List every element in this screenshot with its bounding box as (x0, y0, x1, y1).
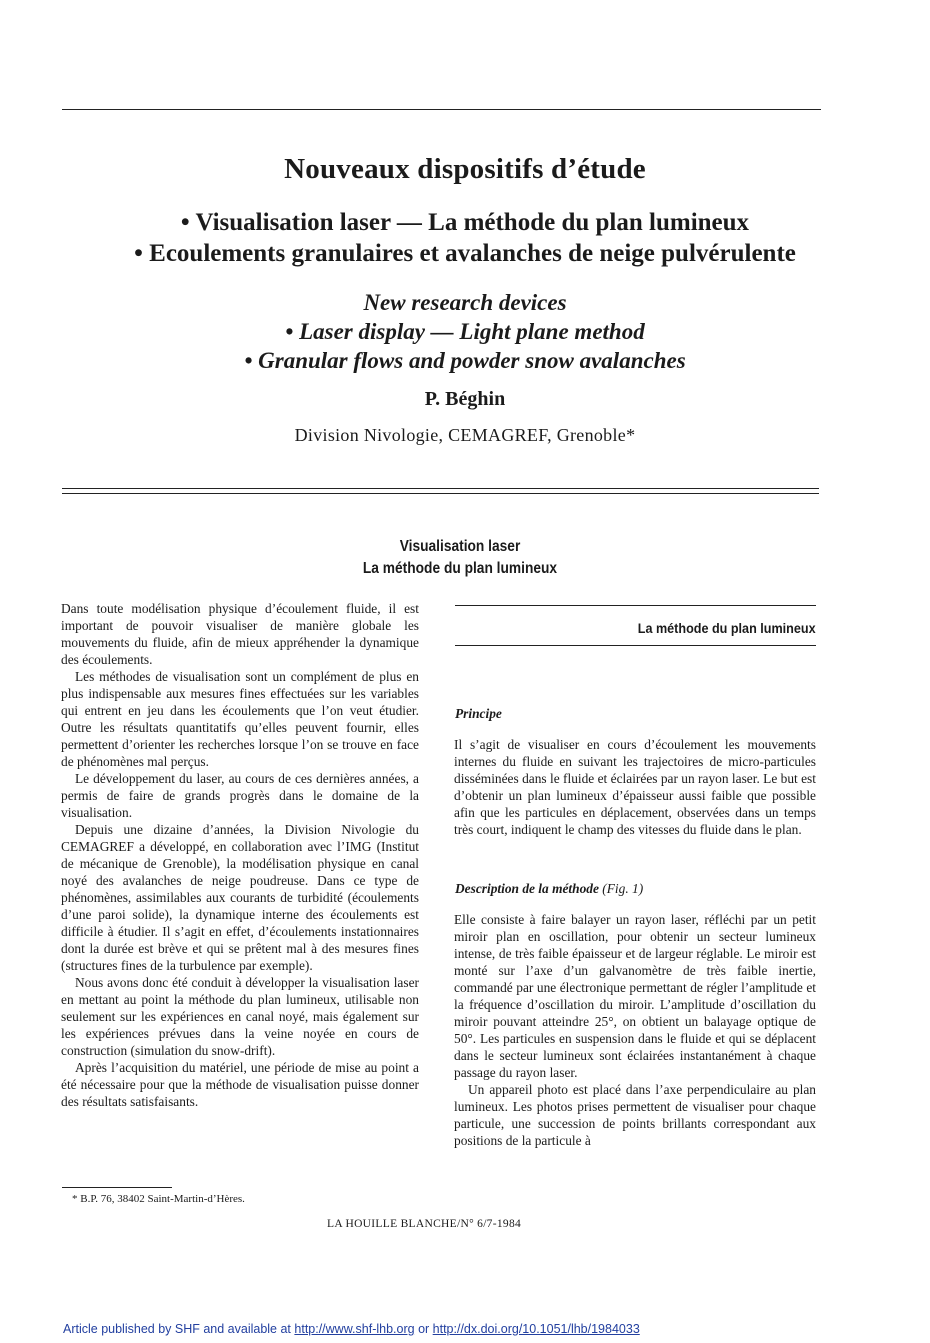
principe-label: Principe (455, 706, 502, 721)
left-paragraph: Dans toute modélisation physique d’écoulement fluide, il est important de pouvoir visualiser de manière globale les mouvements du fluide, afin de mieux appréhender la dynamique des écoulements. (61, 601, 419, 667)
description-paragraph: Un appareil photo est placé dans l’axe perpendiculaire au plan lumineux. Les photos prises permettent de visualiser pour chaque particule, une succession de points brillants correspondant aux positions de la particule à (454, 1082, 816, 1148)
doi-link[interactable]: http://dx.doi.org/10.1051/lhb/1984033 (432, 1322, 640, 1336)
left-paragraph: Le développement du laser, au cours de ces dernières années, a permis de faire de grands progrès dans le domaine de la visualisation. (61, 771, 419, 820)
english-subline-flows: • Granular flows and powder snow avalanches (244, 348, 686, 373)
section-heading-2: La méthode du plan lumineux (362, 560, 558, 577)
description-label-text: Description de la méthode (455, 881, 599, 896)
header-bottom-rule (62, 488, 819, 489)
description-paragraph: Elle consiste à faire balayer un rayon laser, réfléchi par un petit miroir plan en oscillation, pour obtenir un secteur lumineux intense, de très faible épaisseur et de largeur réglable. Le miroir est monté sur l’axe d’un galvanomètre de très faible inertie, commandé par une électronique permettant de régler l’amplitude et la fréquence d’oscillation du miroir. L’amplitude d’oscillation du miroir pouvant atteindre 25°, on obtient un balayage optique de 50°. Les particules en suspension dans le fluide et qui se déplacent dans le secteur lumineux sont éclairées instantanément à chaque passage du rayon laser. (454, 912, 816, 1080)
box-top-rule (455, 605, 816, 606)
left-column (61, 600, 419, 1110)
article-published-line (63, 1322, 640, 1336)
footnote: * B.P. 76, 38402 Saint-Martin-d’Hères. (72, 1193, 245, 1205)
header-bottom-rule-2 (62, 493, 819, 494)
left-paragraph: Nous avons donc été conduit à développer la visualisation laser en mettant au point la méthode du plan lumineux, utilisable non seulement sur les expériences en canal noyé, mais également sur les expériences prévues dans la veine noyée en cours de construction (simulation du snow-drift). (61, 975, 419, 1058)
left-paragraph: Après l’acquisition du matériel, une période de mise au point a été nécessaire pour que la méthode de visualisation puisse donner des résultats satisfaisants. (61, 1060, 419, 1109)
section-heading-1: Visualisation laser (399, 538, 521, 555)
principe-paragraph: Il s’agit de visualiser en cours d’écoulement les mouvements internes du fluide en suivant les trajectoires de micro-particules disséminées dans le fluide et éclairées par un rayon laser. Le but est d’obtenir un plan lumineux d’épaisseur aussi faible que possible afin que les particules en déplacement, observées dans un temps très court, indiquent le champ des vitesses du fluide dans le plan. (454, 737, 816, 837)
author-affiliation: Division Nivologie, CEMAGREF, Grenoble* (294, 425, 636, 445)
english-title: New research devices (363, 290, 567, 315)
article-prefix: Article published by SHF and available at (63, 1322, 295, 1336)
figure-reference: (Fig. 1) (602, 881, 644, 896)
title-subline-laser: • Visualisation laser — La méthode du plan lumineux (180, 209, 750, 236)
box-bottom-rule (455, 645, 816, 646)
shf-lhb-link[interactable]: http://www.shf-lhb.org (294, 1322, 415, 1336)
description-text-block (454, 911, 816, 1149)
journal-reference: LA HOUILLE BLANCHE/N° 6/7-1984 (327, 1218, 522, 1230)
principe-text-block (454, 736, 816, 838)
box-heading: La méthode du plan lumineux (638, 620, 816, 636)
footnote-rule (62, 1187, 172, 1188)
header-top-rule (62, 109, 821, 110)
paper-title: Nouveaux dispositifs d’étude (284, 153, 646, 185)
left-paragraph: Les méthodes de visualisation sont un complément de plus en plus indispensable aux mesures fines effectuées sur les variables qui entrent en jeu dans les écoulements que l’on veut étudier. Outre les résultats quantitatifs qu’elles peuvent fournir, elles permettent d’orienter les recherches lorsque l’on se trouve en face de phénomènes mal perçus. (61, 669, 419, 769)
author-name: P. Béghin (424, 388, 506, 410)
english-subline-laser: • Laser display — Light plane method (285, 319, 645, 344)
description-label (455, 881, 643, 897)
article-middle: or (414, 1322, 433, 1336)
left-paragraph: Depuis une dizaine d’années, la Division Nivologie du CEMAGREF a développé, en collaboration avec l’IMG (Institut de mécanique de Grenoble), la modélisation physique en canal noyé des avalanches de neige poudreuse. Dans ce type de phénomènes, assimilables aux courants de turbidité (écoulements d’une paroi solide), la dynamique interne des écoulements est difficile à étudier. Il s’agit en effet, d’écoulements instationnaires dont la durée est brève et qui se prêtent mal à des mesures fines (structures fines de la turbulence par exemple). (61, 822, 419, 973)
title-subline-avalanches: • Ecoulements granulaires et avalanches de neige pulvérulente (134, 240, 796, 267)
